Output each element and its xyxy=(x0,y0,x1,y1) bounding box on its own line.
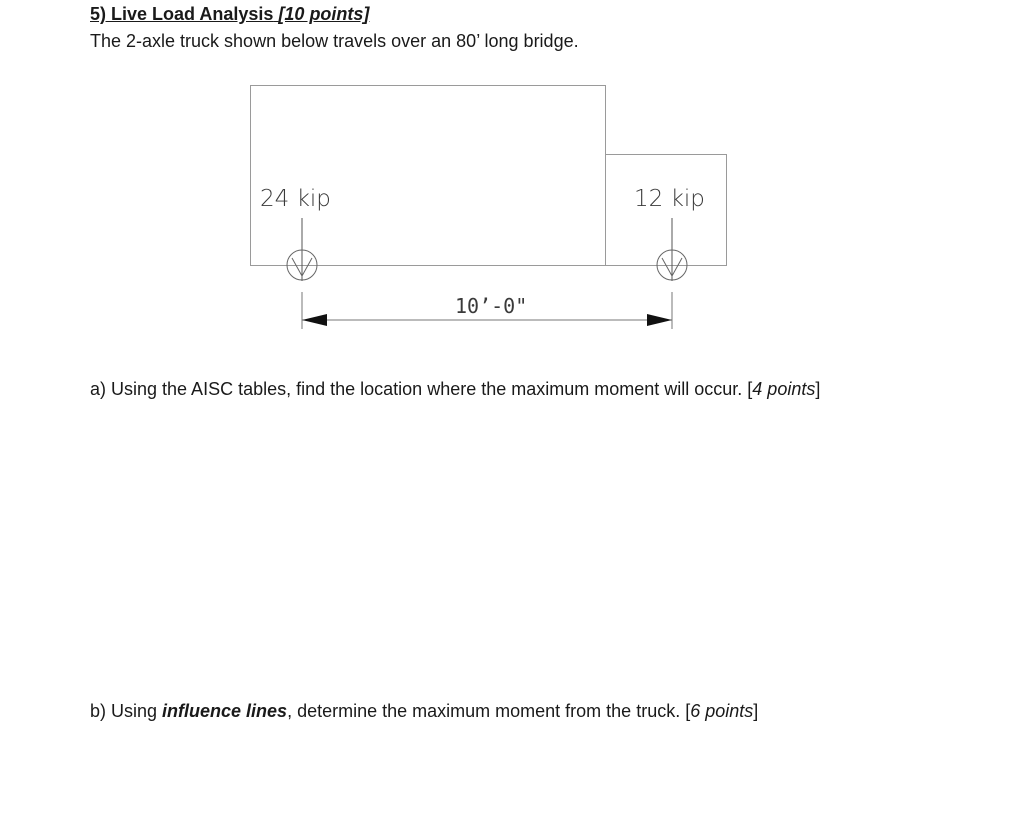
front-axle-symbol xyxy=(657,218,687,281)
question-b: b) Using influence lines, determine the maximum moment from the truck. [6 points] xyxy=(90,701,759,721)
truck-diagram xyxy=(0,0,1024,360)
problem-intro: The 2-axle truck shown below travels over an 80’ long bridge. xyxy=(90,31,579,51)
rear-axle-load-label: 24 kip xyxy=(260,186,331,212)
influence-lines-emphasis: influence lines xyxy=(162,701,288,721)
question-a: a) Using the AISC tables, find the location where the maximum moment will occur. [4 points] xyxy=(90,379,821,399)
dimension-arrow-left xyxy=(302,314,327,326)
rear-axle-symbol xyxy=(287,218,317,281)
truck-body xyxy=(251,86,606,266)
problem-title: 5) Live Load Analysis xyxy=(90,4,274,24)
axle-spacing-label: 10’-0" xyxy=(455,294,528,318)
problem-points: [10 points] xyxy=(278,4,370,24)
axle-spacing-dimension xyxy=(302,292,672,329)
dimension-arrow-right xyxy=(647,314,672,326)
front-axle-load-label: 12 kip xyxy=(634,186,705,212)
